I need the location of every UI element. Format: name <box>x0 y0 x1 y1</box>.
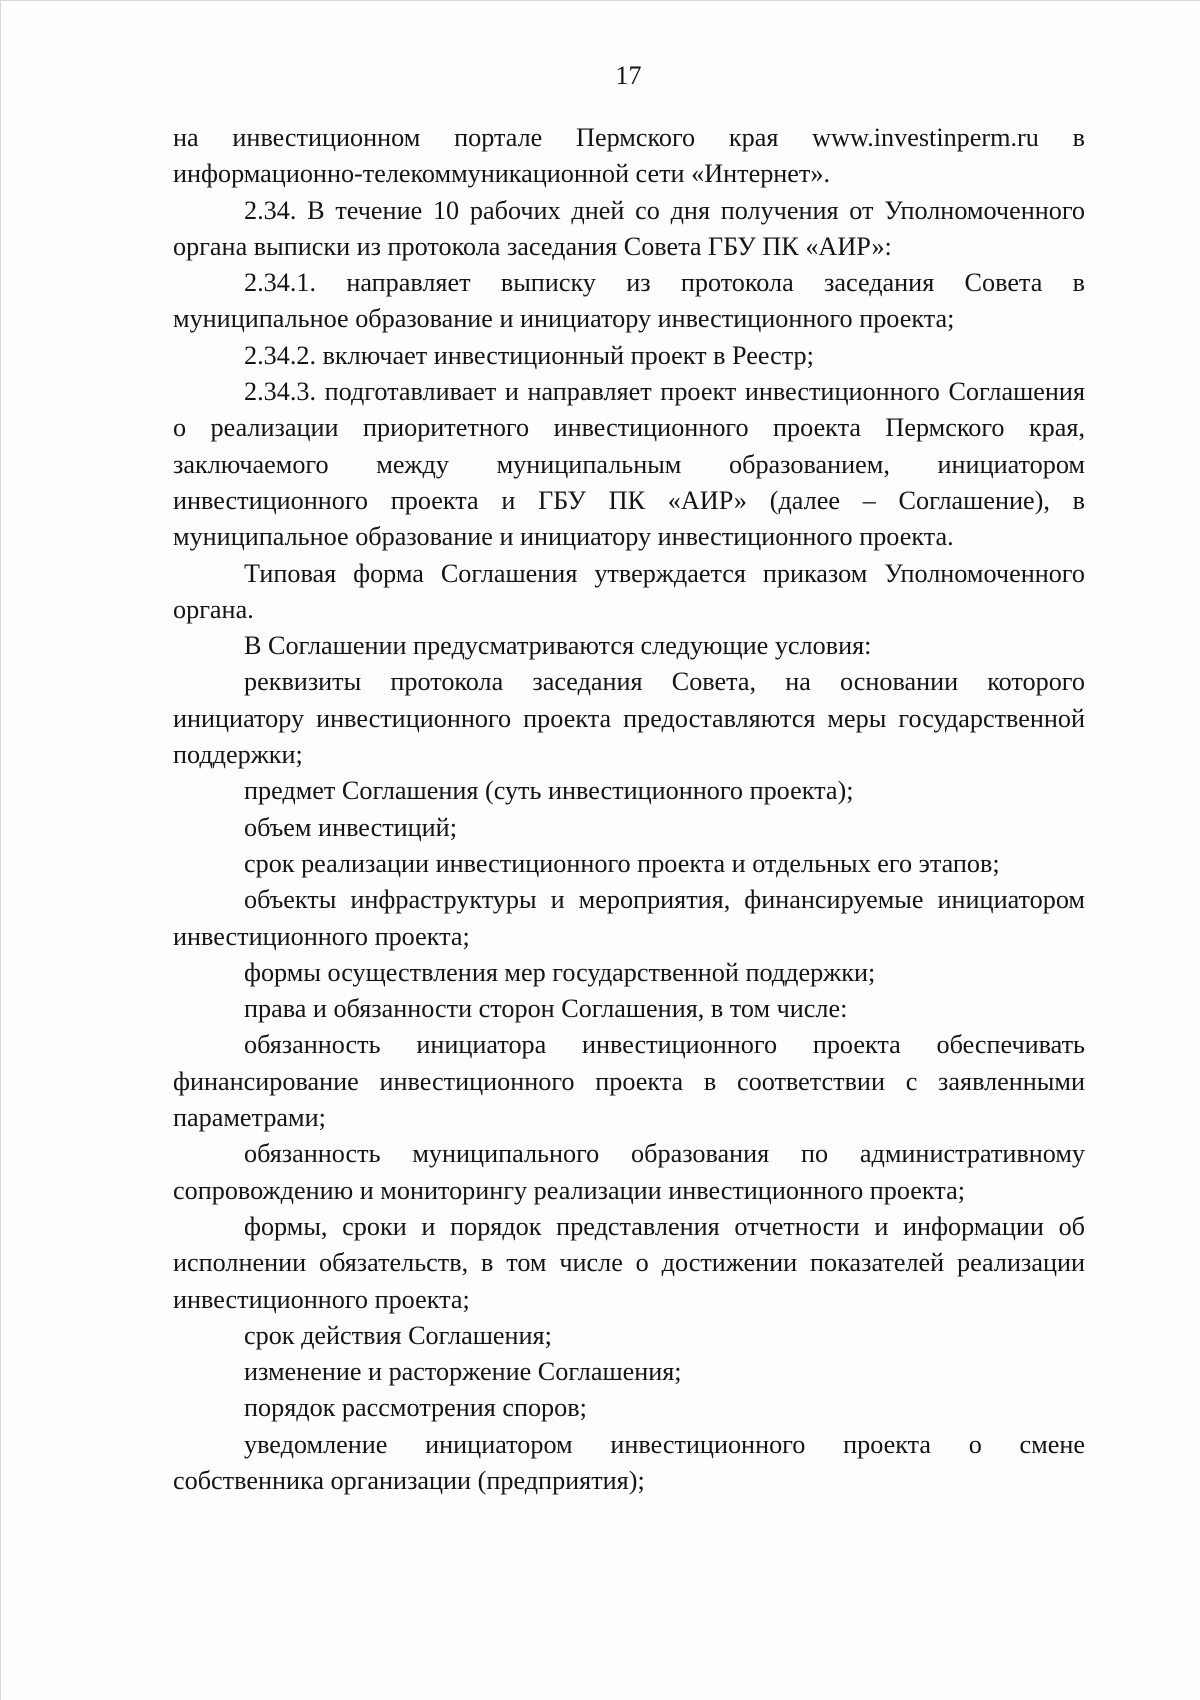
condition-rights-obligations: права и обязанности сторон Соглашения, в том числе: <box>244 994 848 1024</box>
condition-investment-volume: объем инвестиций; <box>244 812 457 842</box>
condition-agreement-subject: предмет Соглашения (суть инвестиционного проекта); <box>244 776 854 806</box>
condition-validity-term: срок действия Соглашения; <box>244 1320 552 1350</box>
paragraph-agreement-form: Типовая форма Соглашения утверждается приказом Уполномоченного органа. <box>173 558 1085 624</box>
document-body <box>173 120 1085 1499</box>
paragraph-2-34-1: 2.34.1. направляет выписку из протокола заседания Совета в муниципальное образование и инициатору инвестиционного проекта; <box>173 268 1085 334</box>
obligation-initiator-financing: обязанность инициатора инвестиционного проекта обеспечивать финансирование инвестиционного проекта в соответствии с заявленными параметрами; <box>173 1030 1085 1133</box>
paragraph-2-34-2: 2.34.2. включает инвестиционный проект в Реестр; <box>244 340 814 370</box>
condition-infrastructure-objects: объекты инфраструктуры и мероприятия, финансируемые инициатором инвестиционного проекта; <box>173 885 1085 951</box>
page-number: 17 <box>615 61 642 90</box>
paragraph-conditions-intro: В Соглашении предусматриваются следующие условия: <box>244 631 872 661</box>
condition-owner-change-notice: уведомление инициатором инвестиционного проекта о смене собственника организации (предприятия); <box>173 1429 1085 1495</box>
paragraph-portal-reference: на инвестиционном портале Пермского края www.investinperm.ru в информационно-телекоммуникационной сети «Интернет». <box>173 123 1085 189</box>
condition-implementation-term: срок реализации инвестиционного проекта и отдельных его этапов; <box>244 848 1000 878</box>
paragraph-2-34-3: 2.34.3. подготавливает и направляет проект инвестиционного Соглашения о реализации приоритетного инвестиционного проекта Пермского края, заключаемого между муниципальным образованием, инициатором инвестиционного проекта и ГБУ ПК «АИР» (далее – Соглашение), в муниципальное образование и инициатору инвестиционного проекта. <box>173 377 1085 552</box>
condition-reporting: формы, сроки и порядок представления отчетности и информации об исполнении обязательств, в том числе о достижении показателей реализации инвестиционного проекта; <box>173 1211 1085 1314</box>
condition-protocol-details: реквизиты протокола заседания Совета, на основании которого инициатору инвестиционного проекта предоставляются меры государственной поддержки; <box>173 667 1085 770</box>
paragraph-2-34: 2.34. В течение 10 рабочих дней со дня получения от Уполномоченного органа выписки из протокола заседания Совета ГБУ ПК «АИР»: <box>173 195 1085 261</box>
condition-amendment-termination: изменение и расторжение Соглашения; <box>244 1357 682 1387</box>
condition-support-forms: формы осуществления мер государственной поддержки; <box>244 957 876 987</box>
condition-dispute-resolution: порядок рассмотрения споров; <box>244 1393 587 1423</box>
obligation-municipality-support: обязанность муниципального образования по административному сопровождению и мониторингу реализации инвестиционного проекта; <box>173 1139 1085 1205</box>
